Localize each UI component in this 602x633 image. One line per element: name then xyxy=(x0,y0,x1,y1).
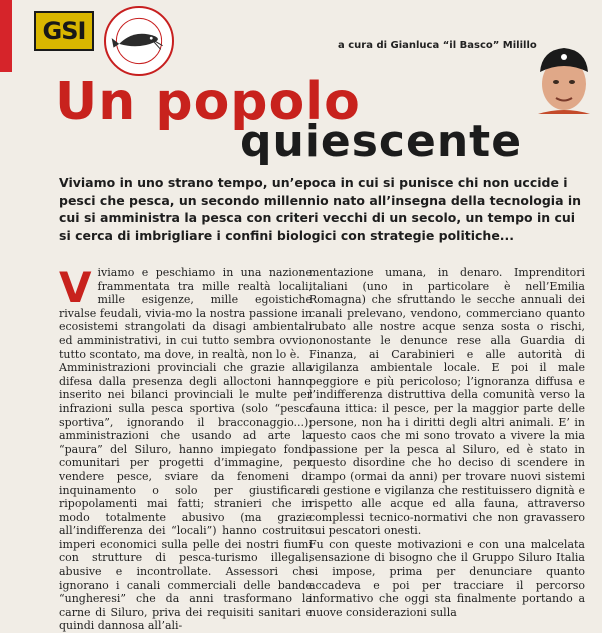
drop-cap: V xyxy=(59,263,92,312)
body-paragraph: iviamo e peschiamo in una nazione frammentata tra mille realtà locali, mille esigenze, mille egoistiche rivalse feudali, vivia-mo la nostra passione in ecosistemi strangolati da disagi ambientali ed amministrativi, in cui tutto sembra ovvio, tutto scontato, ma dove, in realtà, non lo è. xyxy=(59,266,312,361)
seal-fish-emblem xyxy=(106,8,172,74)
body-paragraph: mentazione umana, in denaro. Imprenditori italiani (uno in particolare è nell’Emilia Romagna) che sfruttando le secche annuali dei canali prelevano, vendono, commerciano quanto rubato alle nostre acque senza sosta o rischi, nonostante le denunce rese alla Guardia di Finanza, ai Carabinieri e alle autorità di vigilanza ambientale locale. E poi il male peggiore e più pericoloso; l’ignoranza diffusa e l’indifferenza distruttiva della comunità verso la fauna ittica: il pesce, per la maggior parte delle persone, non ha i diritti degli altri animali. E’ in questo caos che mi sono trovato a vivere la mia passione per la pesca al Siluro, ed è stato in questo disordine che ho deciso di scendere in campo (ormai da anni) per trovare nuovi sistemi di gestione e vigilanza che restituissero dignità e rispetto alle acque ed alla fauna, attraverso complessi tecnico-normativi che non gravassero sui pescatori onesti. xyxy=(309,266,585,538)
title-line-2: quiescente xyxy=(240,116,523,167)
body-column-2 xyxy=(309,266,585,619)
author-photo xyxy=(534,40,594,114)
gruppo-siluro-seal xyxy=(104,6,174,76)
body-paragraph: Fu con queste motivazioni e con una malcelata sensazione di bisogno che il Gruppo Siluro Italia si impose, prima per denunciare quanto accadeva e poi per tracciare il percorso informativo che oggi sta finalmente portando a nuove considerazioni sulla xyxy=(309,537,585,619)
body-column-1 xyxy=(59,263,312,633)
body-paragraph: Amministrazioni provinciali che grazie alla difesa dalla presenza degli alloctoni hanno inserito nei bilanci provinciali le multe per infrazioni sulla pesca sportiva (solo “pesca sportiva”, ignorando il bracconaggio...); amministrazioni che usando ad arte la “paura” del Siluro, hanno impiegato fondi comunitari per progetti d’immagine, per vendere pesce, sviare da fenomeni di inquinamento o solo per giustificare ripopolamenti mai fatti; stranieri che in modo totalmente abusivo (ma grazie all’indifferenza dei “locali”) hanno costruito imperi economici sulla pelle dei nostri fiumi con strutture di pesca-turismo illegali, abusive e incontrollate. Assessori che ignorano i canali commerciali delle bande “ungheresi” che da anni trasformano la carne di Siluro, priva dei requisiti sanitari e quindi dannosa all’ali- xyxy=(59,361,312,633)
title-line-1: Un popolo xyxy=(55,72,361,132)
lead-paragraph: Viviamo in uno strano tempo, un’epoca in cui si punisce chi non uccide i pesci che pesca, un secondo millennio nato all’insegna della tecnologia in cui si amministra la pesca con criteri vecchi di un secolo, un tempo in cui si cerca di imbrigliare i confini biologici con strategie politiche... xyxy=(59,175,582,243)
gsi-logo: GSI xyxy=(34,11,94,51)
curator-credit: a cura di Gianluca “il Basco” Milillo xyxy=(338,40,537,51)
red-corner-band xyxy=(0,0,12,72)
